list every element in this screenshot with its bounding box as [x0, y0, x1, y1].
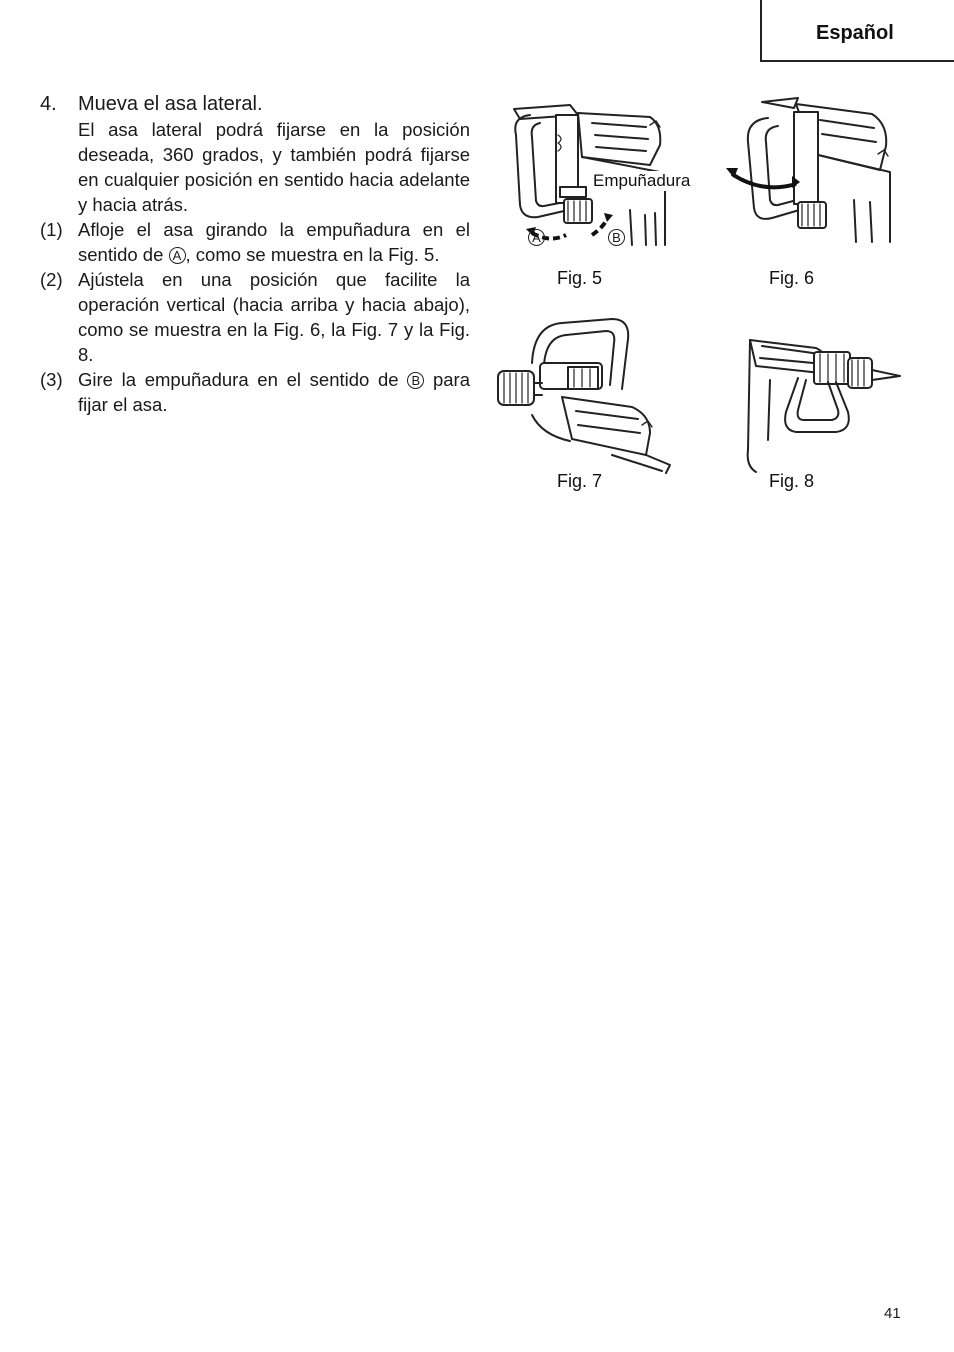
marker-b-label: B — [608, 229, 625, 246]
step-item — [40, 367, 470, 417]
instructions-column — [40, 92, 470, 417]
step-text-post: , como se muestra en la Fig. 5. — [185, 244, 440, 265]
step-text-post: para fijar el asa. — [78, 369, 470, 415]
figure-5-caption: Fig. 5 — [557, 268, 603, 288]
section-number: 4. — [40, 93, 57, 115]
marker-a-circle: A — [169, 247, 186, 264]
section-intro: El asa lateral podrá fijarse en la posición deseada, 360 grados, y también podrá fijarse en cualquier posición en sentido hacia adelante y hacia atrás. — [78, 119, 470, 215]
language-tab — [760, 0, 954, 62]
figure-7-illustration — [492, 315, 677, 475]
hammer-vertical-down-drawing — [740, 330, 908, 475]
figure-6-caption: Fig. 6 — [769, 268, 815, 288]
step-text: Ajústela en una posición que facilite la operación vertical (hacia arriba y hacia abajo), como se muestra en la Fig. 6, la Fig. 7 y la Fig. 8. — [78, 269, 470, 365]
section-title: Mueva el asa lateral. — [78, 93, 263, 115]
hammer-side-grip-drawing — [492, 315, 677, 475]
page-number: 41 — [884, 1305, 901, 1322]
figure-7-caption: Fig. 7 — [557, 471, 603, 491]
section-heading — [40, 92, 470, 117]
step-text — [78, 217, 470, 267]
language-label: Español — [816, 22, 894, 44]
step-text-pre: Afloje el asa girando la empuñadura en el sentido de — [78, 219, 470, 265]
step-number: (3) — [40, 369, 63, 390]
step-number: (2) — [40, 269, 63, 290]
step-number: (1) — [40, 219, 63, 240]
grip-label: Empuñadura — [593, 171, 691, 190]
figure-5-illustration — [500, 95, 715, 255]
marker-a-label: A — [528, 229, 545, 246]
hammer-vertical-up-drawing — [722, 90, 897, 248]
figure-8-caption: Fig. 8 — [769, 471, 815, 491]
figure-6-illustration — [722, 90, 897, 248]
step-item — [40, 267, 470, 367]
step-item — [40, 217, 470, 267]
step-text — [78, 367, 470, 417]
step-text-pre: Gire la empuñadura en el sentido de — [78, 369, 408, 390]
figure-8-illustration — [740, 330, 908, 475]
marker-b-circle: B — [407, 372, 424, 389]
